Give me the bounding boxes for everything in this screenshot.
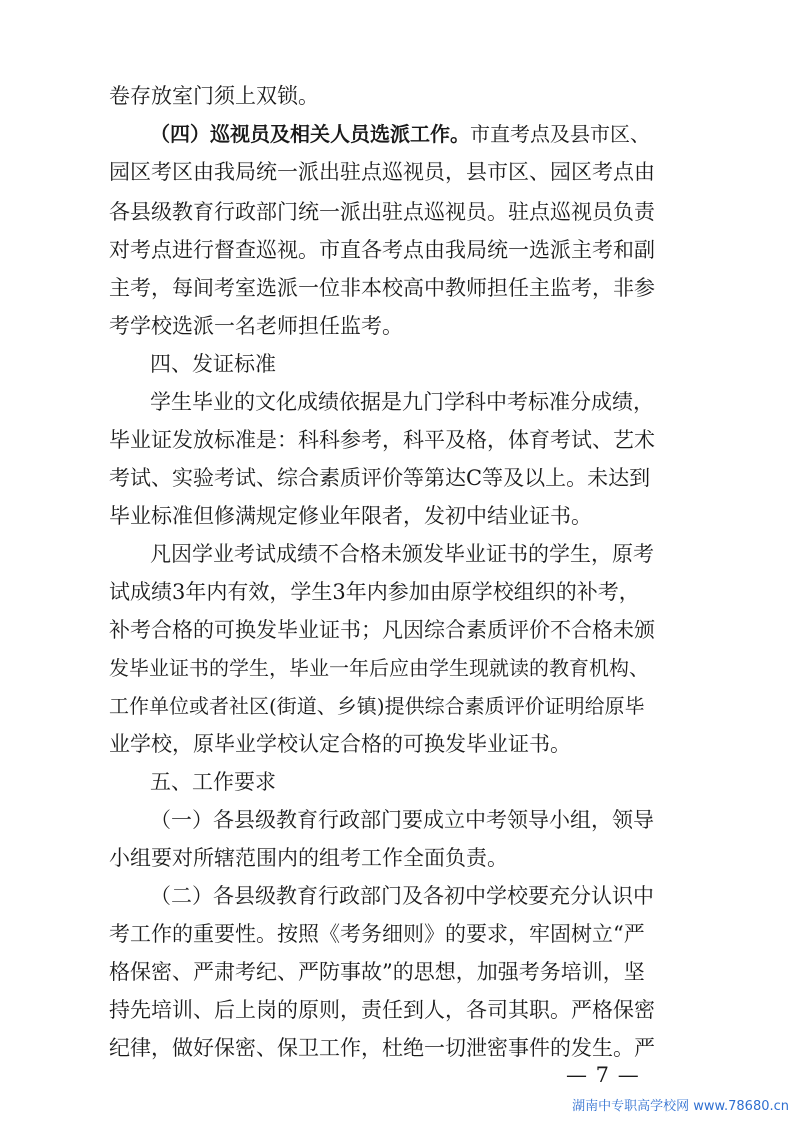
- site-watermark: 湖南中专职高学校网 www.78680.cn: [572, 1099, 789, 1114]
- text-line: 小组要对所辖范围内的组考工作全面负责。: [109, 846, 508, 870]
- text-line: 各县级教育行政部门统一派出驻点巡视员。驻点巡视员负责: [109, 200, 655, 224]
- text-line: 纪律，做好保密、保卫工作，杜绝一切泄密事件的发生。严: [109, 1036, 655, 1060]
- text-line: 格保密、严肃考纪、严防事故”的思想，加强考务培训，坚: [109, 960, 645, 984]
- text-line: 业学校，原毕业学校认定合格的可换发毕业证书。: [109, 732, 571, 756]
- text-line: 考试、实验考试、综合素质评价等第达C等及以上。未达到: [109, 466, 651, 490]
- text-line: 毕业证发放标准是：科科参考，科平及格，体育考试、艺术: [109, 428, 655, 452]
- text-line: 补考合格的可换发毕业证书；凡因综合素质评价不合格未颁: [109, 618, 655, 642]
- text-line: （一）各县级教育行政部门要成立中考领导小组，领导: [150, 808, 654, 832]
- text-line: 毕业标准但修满规定修业年限者，发初中结业证书。: [109, 504, 592, 528]
- page-number: — 7 —: [566, 1063, 640, 1087]
- text-line: 学生毕业的文化成绩依据是九门学科中考标准分成绩，: [150, 390, 654, 414]
- text-line: 试成绩3年内有效，学生3年内参加由原学校组织的补考，: [109, 580, 640, 604]
- text-line: 考工作的重要性。按照《考务细则》的要求，牢固树立“严: [109, 922, 645, 946]
- section-four-text: 市直考点及县市区、: [470, 122, 650, 146]
- section-heading: 四、发证标准: [150, 352, 276, 376]
- text-line: 主考，每间考室选派一位非本校高中教师担任主监考，非参: [109, 276, 655, 300]
- text-line: 对考点进行督查巡视。市直各考点由我局统一选派主考和副: [109, 238, 655, 262]
- section-four-line: [150, 114, 654, 154]
- text-line: 发毕业证书的学生，毕业一年后应由学生现就读的教育机构、: [109, 656, 649, 680]
- text-line: 卷存放室门须上双锁。: [109, 84, 319, 108]
- section-heading: 五、工作要求: [150, 770, 276, 794]
- text-line: 工作单位或者社区(街道、乡镇)提供综合素质评价证明给原毕: [109, 694, 645, 718]
- section-four-heading: （四）巡视员及相关人员选派工作。: [150, 122, 470, 146]
- text-line: 持先培训、后上岗的原则，责任到人，各司其职。严格保密: [109, 998, 655, 1022]
- text-line: 凡因学业考试成绩不合格未颁发毕业证书的学生，原考: [150, 542, 654, 566]
- text-line: （二）各县级教育行政部门及各初中学校要充分认识中: [150, 884, 654, 908]
- text-line: 考学校选派一名老师担任监考。: [109, 314, 403, 338]
- text-line: 园区考区由我局统一派出驻点巡视员，县市区、园区考点由: [109, 160, 655, 184]
